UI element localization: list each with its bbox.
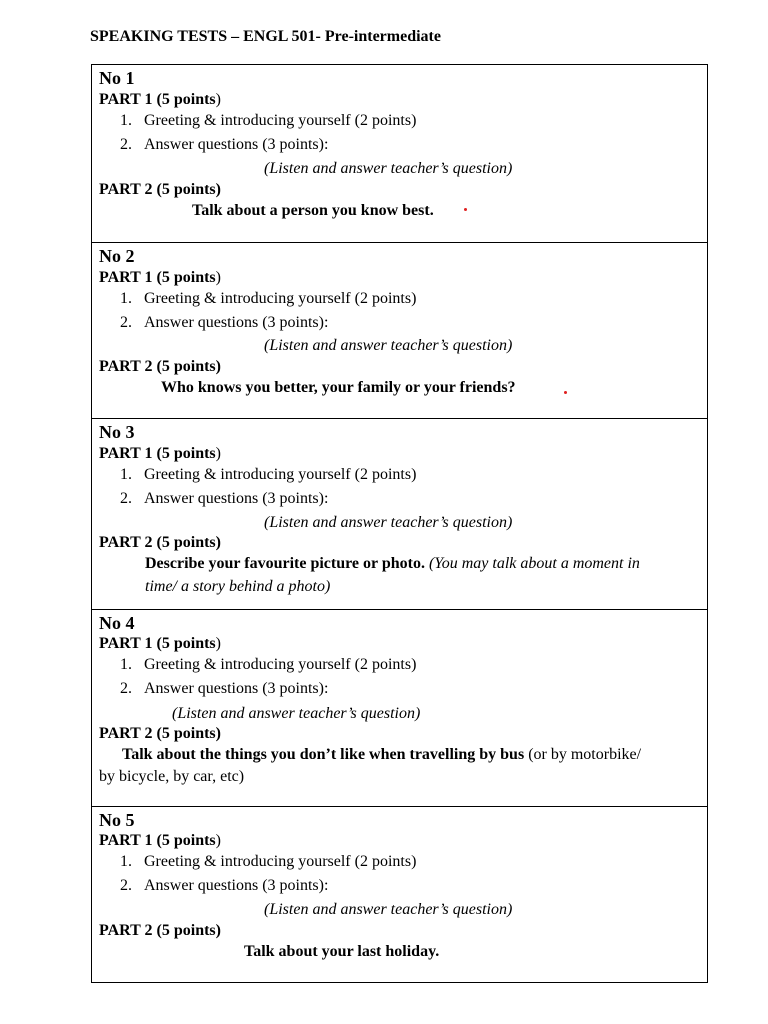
list-item-answer [120,681,328,697]
part1-label-close: ) [215,91,221,108]
part2-label: PART 2 (5 points) [99,181,221,198]
test-cell-4 [92,609,707,806]
part1-label [99,270,221,286]
list-number: 2. [120,490,132,507]
list-number: 1. [120,290,132,307]
part2-label: PART 2 (5 points) [99,922,221,939]
test-number: No 2 [99,246,135,266]
list-text: Answer questions (3 points): [144,490,329,507]
list-text: Answer questions (3 points): [144,136,329,153]
part2-topic: Talk about the things you don’t like when travelling by bus [122,746,525,763]
part2-label: PART 2 (5 points) [99,534,221,551]
list-text: Answer questions (3 points): [144,877,329,894]
list-number: 1. [120,466,132,483]
part1-label-close: ) [215,445,221,462]
part1-label-text: PART 1 (5 points [99,269,216,286]
document-title: SPEAKING TESTS – ENGL 501- Pre-intermediate [90,28,441,45]
list-item-greeting [120,657,416,673]
test-cell-3 [92,418,707,609]
list-text: Greeting & introducing yourself (2 points) [144,290,417,307]
part1-label-text: PART 1 (5 points [99,635,216,652]
part2-label: PART 2 (5 points) [99,725,221,742]
part2-topic: Talk about a person you know best. [192,202,434,219]
list-text: Greeting & introducing yourself (2 points) [144,112,417,129]
listen-note: (Listen and answer teacher’s question) [264,901,513,918]
listen-note: (Listen and answer teacher’s question) [172,705,421,722]
test-cell-5 [92,806,707,982]
part1-label-close: ) [215,635,221,652]
list-text: Answer questions (3 points): [144,314,329,331]
part2-topic: Talk about your last holiday. [244,943,440,960]
list-item-greeting [120,467,416,483]
list-item-answer [120,315,328,331]
topic-note-continued: time/ a story behind a photo) [145,578,331,595]
red-mark [464,208,467,211]
topic-extra-continued: by bicycle, by car, etc) [99,768,245,785]
topic-note: (You may talk about a moment in [428,555,640,572]
list-text: Greeting & introducing yourself (2 points) [144,853,417,870]
list-item-greeting [120,854,416,870]
list-number: 1. [120,656,132,673]
part1-label [99,636,221,652]
test-number: No 3 [99,422,135,442]
part2-topic: Describe your favourite picture or photo. [145,555,425,572]
part1-label [99,833,221,849]
listen-note: (Listen and answer teacher’s question) [264,160,513,177]
list-item-greeting [120,113,416,129]
list-item-greeting [120,291,416,307]
part2-topic: Who knows you better, your family or your friends? [161,379,516,396]
part2-topic-line [145,556,640,572]
part1-label-text: PART 1 (5 points [99,832,216,849]
part2-topic-line [122,747,641,763]
list-item-answer [120,137,328,153]
listen-note: (Listen and answer teacher’s question) [264,514,513,531]
red-mark [564,391,567,394]
part1-label-text: PART 1 (5 points [99,445,216,462]
list-text: Greeting & introducing yourself (2 points) [144,656,417,673]
test-cell-2 [92,242,707,418]
test-number: No 5 [99,810,135,830]
list-number: 2. [120,877,132,894]
listen-note: (Listen and answer teacher’s question) [264,337,513,354]
part1-label-close: ) [215,269,221,286]
part1-label [99,446,221,462]
list-number: 1. [120,112,132,129]
list-item-answer [120,491,328,507]
topic-extra: (or by motorbike/ [528,746,642,763]
part1-label [99,92,221,108]
list-item-answer [120,878,328,894]
list-number: 1. [120,853,132,870]
list-number: 2. [120,314,132,331]
list-text: Answer questions (3 points): [144,680,329,697]
list-text: Greeting & introducing yourself (2 points) [144,466,417,483]
part1-label-close: ) [215,832,221,849]
part1-label-text: PART 1 (5 points [99,91,216,108]
list-number: 2. [120,136,132,153]
list-number: 2. [120,680,132,697]
test-number: No 1 [99,68,135,88]
test-number: No 4 [99,613,135,633]
test-cell-1 [92,65,707,242]
speaking-tests-table [91,64,708,983]
part2-label: PART 2 (5 points) [99,358,221,375]
